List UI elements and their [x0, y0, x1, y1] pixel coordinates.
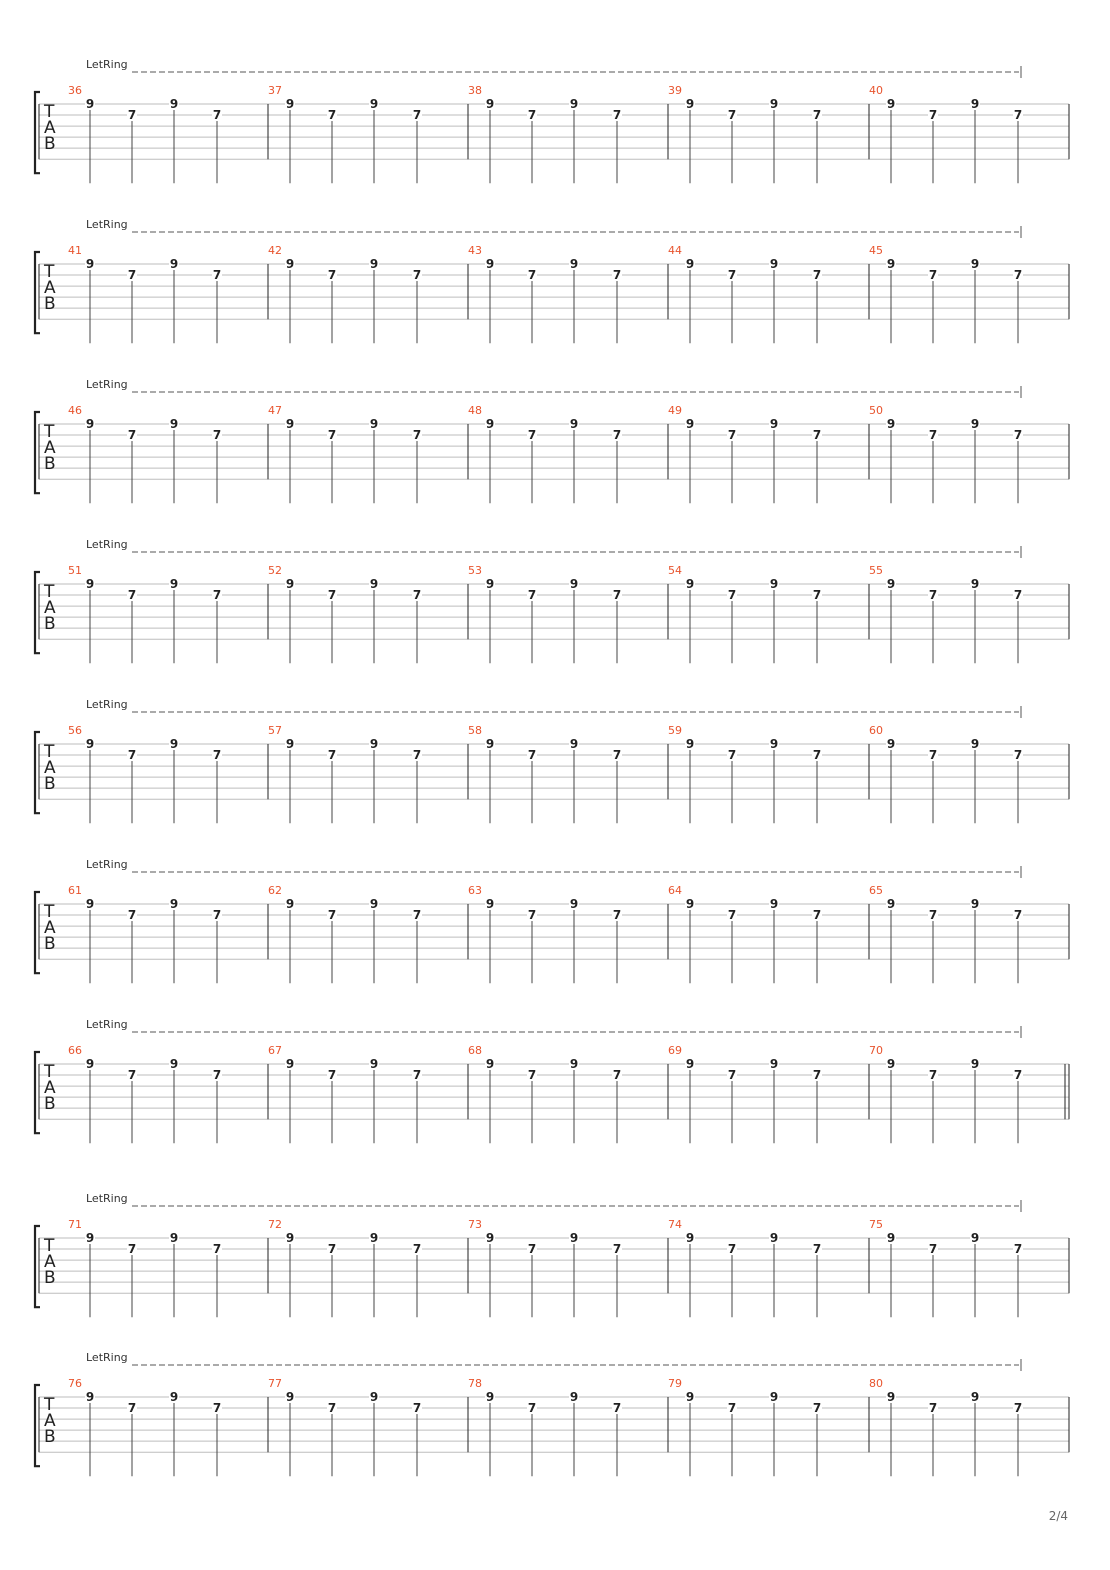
fret-number: 7: [127, 1242, 137, 1257]
measure-number: 51: [68, 564, 82, 577]
measure-number: 70: [869, 1044, 883, 1057]
fret-number: 7: [412, 1242, 422, 1257]
fret-number: 7: [212, 748, 222, 763]
fret-number: 7: [1013, 1068, 1023, 1083]
fret-number: 9: [485, 1231, 495, 1245]
letring-label: LetRing: [86, 698, 128, 711]
fret-number: 7: [412, 1401, 422, 1416]
fret-number: 9: [769, 1231, 779, 1245]
fret-number: 9: [169, 1057, 179, 1071]
tab-clef-letter: T: [44, 102, 55, 122]
fret-number: 9: [886, 897, 896, 911]
tab-clef-letter: B: [44, 454, 56, 474]
fret-number: 7: [127, 1401, 137, 1416]
fret-number: 7: [928, 268, 938, 283]
fret-number: 9: [369, 737, 379, 751]
fret-number: 7: [412, 1068, 422, 1083]
letring-label: LetRing: [86, 378, 128, 391]
tab-clef-letter: A: [44, 118, 56, 138]
measure-number: 45: [869, 244, 883, 257]
fret-number: 9: [285, 257, 295, 271]
measure-number: 53: [468, 564, 482, 577]
fret-number: 9: [886, 577, 896, 591]
measure-number: 56: [68, 724, 82, 737]
fret-number: 9: [85, 97, 95, 111]
tab-clef-letter: T: [44, 742, 55, 762]
fret-number: 7: [812, 428, 822, 443]
tab-clef-letter: B: [44, 1094, 56, 1114]
fret-number: 7: [327, 268, 337, 283]
measure-number: 41: [68, 244, 82, 257]
measure-number: 57: [268, 724, 282, 737]
letring-label: LetRing: [86, 1351, 128, 1364]
fret-number: 9: [769, 97, 779, 111]
measure-number: 44: [668, 244, 682, 257]
fret-number: 9: [685, 737, 695, 751]
fret-number: 9: [769, 1057, 779, 1071]
tab-clef-letter: A: [44, 758, 56, 778]
tab-clef-letter: T: [44, 1236, 55, 1256]
measure-number: 74: [668, 1218, 682, 1231]
fret-number: 9: [685, 257, 695, 271]
measure-number: 43: [468, 244, 482, 257]
measure-number: 68: [468, 1044, 482, 1057]
tab-clef-letter: T: [44, 422, 55, 442]
fret-number: 9: [569, 97, 579, 111]
fret-number: 9: [285, 1390, 295, 1404]
tab-clef-letter: B: [44, 934, 56, 954]
fret-number: 7: [527, 1401, 537, 1416]
measure-number: 61: [68, 884, 82, 897]
fret-number: 7: [812, 1242, 822, 1257]
fret-number: 9: [569, 897, 579, 911]
fret-number: 7: [727, 1401, 737, 1416]
fret-number: 7: [412, 108, 422, 123]
fret-number: 9: [169, 257, 179, 271]
fret-number: 7: [127, 588, 137, 603]
fret-number: 7: [212, 268, 222, 283]
fret-number: 7: [1013, 108, 1023, 123]
fret-number: 9: [970, 1231, 980, 1245]
measure-number: 73: [468, 1218, 482, 1231]
fret-number: 7: [928, 908, 938, 923]
fret-number: 7: [527, 588, 537, 603]
fret-number: 9: [685, 897, 695, 911]
tab-clef-letter: B: [44, 134, 56, 154]
fret-number: 7: [727, 1068, 737, 1083]
fret-number: 9: [485, 1390, 495, 1404]
measure-number: 50: [869, 404, 883, 417]
fret-number: 7: [327, 108, 337, 123]
measure-number: 75: [869, 1218, 883, 1231]
fret-number: 7: [412, 268, 422, 283]
tab-clef-letter: A: [44, 1078, 56, 1098]
fret-number: 9: [886, 417, 896, 431]
measure-number: 47: [268, 404, 282, 417]
fret-number: 9: [285, 737, 295, 751]
tab-clef-letter: B: [44, 294, 56, 314]
fret-number: 7: [1013, 1242, 1023, 1257]
fret-number: 9: [569, 417, 579, 431]
fret-number: 7: [127, 428, 137, 443]
fret-number: 9: [169, 97, 179, 111]
fret-number: 7: [212, 908, 222, 923]
measure-number: 71: [68, 1218, 82, 1231]
measure-number: 78: [468, 1377, 482, 1390]
fret-number: 7: [212, 1068, 222, 1083]
fret-number: 7: [212, 428, 222, 443]
letring-label: LetRing: [86, 58, 128, 71]
fret-number: 7: [127, 748, 137, 763]
fret-number: 9: [685, 417, 695, 431]
fret-number: 7: [212, 108, 222, 123]
measure-number: 37: [268, 84, 282, 97]
fret-number: 9: [485, 897, 495, 911]
fret-number: 9: [886, 737, 896, 751]
fret-number: 7: [812, 1068, 822, 1083]
fret-number: 7: [612, 588, 622, 603]
fret-number: 7: [612, 1242, 622, 1257]
fret-number: 7: [812, 908, 822, 923]
measure-number: 42: [268, 244, 282, 257]
fret-number: 9: [886, 1390, 896, 1404]
tab-clef-letter: T: [44, 582, 55, 602]
fret-number: 9: [970, 97, 980, 111]
fret-number: 9: [970, 1390, 980, 1404]
fret-number: 9: [369, 97, 379, 111]
fret-number: 9: [970, 577, 980, 591]
fret-number: 9: [485, 97, 495, 111]
fret-number: 7: [612, 268, 622, 283]
fret-number: 7: [928, 748, 938, 763]
fret-number: 9: [970, 417, 980, 431]
tab-clef-letter: B: [44, 1268, 56, 1288]
fret-number: 9: [285, 97, 295, 111]
fret-number: 9: [369, 1231, 379, 1245]
fret-number: 7: [1013, 268, 1023, 283]
fret-number: 7: [1013, 748, 1023, 763]
fret-number: 7: [527, 108, 537, 123]
measure-number: 52: [268, 564, 282, 577]
fret-number: 7: [212, 588, 222, 603]
fret-number: 7: [928, 1242, 938, 1257]
fret-number: 7: [1013, 1401, 1023, 1416]
fret-number: 9: [485, 417, 495, 431]
fret-number: 7: [1013, 588, 1023, 603]
page-number: 2/4: [1048, 1509, 1068, 1523]
fret-number: 7: [812, 588, 822, 603]
fret-number: 9: [685, 1231, 695, 1245]
fret-number: 7: [727, 108, 737, 123]
fret-number: 7: [327, 908, 337, 923]
measure-number: 65: [869, 884, 883, 897]
fret-number: 7: [812, 108, 822, 123]
fret-number: 7: [612, 908, 622, 923]
measure-number: 48: [468, 404, 482, 417]
measure-number: 59: [668, 724, 682, 737]
fret-number: 9: [169, 1231, 179, 1245]
fret-number: 9: [685, 577, 695, 591]
fret-number: 9: [569, 1231, 579, 1245]
fret-number: 7: [928, 428, 938, 443]
fret-number: 9: [85, 1231, 95, 1245]
fret-number: 9: [769, 417, 779, 431]
tab-clef-letter: T: [44, 1395, 55, 1415]
fret-number: 7: [527, 1242, 537, 1257]
fret-number: 7: [527, 908, 537, 923]
fret-number: 7: [727, 588, 737, 603]
tab-clef-letter: A: [44, 918, 56, 938]
tab-clef-letter: B: [44, 1427, 56, 1447]
fret-number: 9: [886, 1057, 896, 1071]
fret-number: 9: [685, 97, 695, 111]
tab-clef-letter: A: [44, 438, 56, 458]
fret-number: 9: [886, 97, 896, 111]
fret-number: 7: [527, 748, 537, 763]
fret-number: 9: [85, 737, 95, 751]
fret-number: 7: [527, 1068, 537, 1083]
fret-number: 7: [612, 1068, 622, 1083]
fret-number: 7: [327, 748, 337, 763]
fret-number: 9: [769, 897, 779, 911]
fret-number: 9: [569, 1057, 579, 1071]
fret-number: 9: [85, 417, 95, 431]
fret-number: 7: [412, 908, 422, 923]
fret-number: 9: [569, 737, 579, 751]
fret-number: 9: [685, 1057, 695, 1071]
measure-number: 55: [869, 564, 883, 577]
tab-clef-letter: A: [44, 598, 56, 618]
fret-number: 9: [485, 257, 495, 271]
fret-number: 9: [569, 1390, 579, 1404]
tab-clef-letter: B: [44, 774, 56, 794]
fret-number: 9: [485, 737, 495, 751]
measure-number: 64: [668, 884, 682, 897]
fret-number: 7: [727, 908, 737, 923]
fret-number: 7: [727, 1242, 737, 1257]
measure-number: 79: [668, 1377, 682, 1390]
measure-number: 40: [869, 84, 883, 97]
tab-clef-letter: T: [44, 262, 55, 282]
fret-number: 9: [85, 577, 95, 591]
fret-number: 7: [412, 428, 422, 443]
fret-number: 7: [412, 748, 422, 763]
fret-number: 7: [928, 108, 938, 123]
fret-number: 9: [169, 417, 179, 431]
fret-number: 7: [928, 1401, 938, 1416]
tab-clef-letter: A: [44, 1411, 56, 1431]
fret-number: 9: [769, 737, 779, 751]
fret-number: 9: [685, 1390, 695, 1404]
fret-number: 7: [812, 268, 822, 283]
fret-number: 7: [928, 588, 938, 603]
fret-number: 9: [369, 417, 379, 431]
fret-number: 9: [769, 1390, 779, 1404]
fret-number: 9: [285, 1231, 295, 1245]
fret-number: 9: [369, 897, 379, 911]
fret-number: 9: [285, 1057, 295, 1071]
measure-number: 63: [468, 884, 482, 897]
letring-label: LetRing: [86, 858, 128, 871]
fret-number: 7: [612, 748, 622, 763]
fret-number: 9: [485, 577, 495, 591]
fret-number: 9: [886, 257, 896, 271]
fret-number: 9: [485, 1057, 495, 1071]
fret-number: 9: [970, 897, 980, 911]
tab-clef-letter: B: [44, 614, 56, 634]
measure-number: 38: [468, 84, 482, 97]
fret-number: 9: [769, 257, 779, 271]
tab-clef-letter: A: [44, 1252, 56, 1272]
measure-number: 62: [268, 884, 282, 897]
measure-number: 36: [68, 84, 82, 97]
fret-number: 9: [769, 577, 779, 591]
fret-number: 7: [612, 1401, 622, 1416]
measure-number: 58: [468, 724, 482, 737]
fret-number: 9: [369, 577, 379, 591]
fret-number: 9: [285, 417, 295, 431]
fret-number: 9: [369, 1057, 379, 1071]
measure-number: 39: [668, 84, 682, 97]
fret-number: 7: [612, 428, 622, 443]
tab-clef-letter: T: [44, 902, 55, 922]
fret-number: 9: [285, 577, 295, 591]
fret-number: 9: [85, 1390, 95, 1404]
fret-number: 7: [1013, 908, 1023, 923]
fret-number: 7: [527, 268, 537, 283]
fret-number: 9: [569, 577, 579, 591]
fret-number: 7: [727, 268, 737, 283]
fret-number: 7: [812, 1401, 822, 1416]
fret-number: 7: [212, 1242, 222, 1257]
fret-number: 9: [285, 897, 295, 911]
fret-number: 9: [169, 737, 179, 751]
fret-number: 9: [970, 737, 980, 751]
measure-number: 77: [268, 1377, 282, 1390]
letring-label: LetRing: [86, 538, 128, 551]
fret-number: 9: [85, 257, 95, 271]
fret-number: 9: [85, 1057, 95, 1071]
measure-number: 72: [268, 1218, 282, 1231]
fret-number: 9: [369, 1390, 379, 1404]
fret-number: 9: [569, 257, 579, 271]
fret-number: 7: [327, 1242, 337, 1257]
fret-number: 9: [970, 1057, 980, 1071]
measure-number: 46: [68, 404, 82, 417]
fret-number: 7: [412, 588, 422, 603]
letring-label: LetRing: [86, 218, 128, 231]
fret-number: 7: [928, 1068, 938, 1083]
measure-number: 80: [869, 1377, 883, 1390]
fret-number: 9: [169, 897, 179, 911]
fret-number: 7: [327, 428, 337, 443]
fret-number: 7: [127, 268, 137, 283]
fret-number: 9: [970, 257, 980, 271]
fret-number: 7: [212, 1401, 222, 1416]
letring-label: LetRing: [86, 1018, 128, 1031]
measure-number: 49: [668, 404, 682, 417]
fret-number: 7: [127, 108, 137, 123]
tab-clef-letter: A: [44, 278, 56, 298]
fret-number: 9: [85, 897, 95, 911]
fret-number: 9: [886, 1231, 896, 1245]
fret-number: 7: [812, 748, 822, 763]
letring-label: LetRing: [86, 1192, 128, 1205]
fret-number: 7: [727, 428, 737, 443]
fret-number: 7: [127, 908, 137, 923]
measure-number: 76: [68, 1377, 82, 1390]
fret-number: 7: [1013, 428, 1023, 443]
fret-number: 7: [327, 1068, 337, 1083]
fret-number: 7: [612, 108, 622, 123]
fret-number: 7: [327, 1401, 337, 1416]
fret-number: 7: [527, 428, 537, 443]
tab-clef-letter: T: [44, 1062, 55, 1082]
fret-number: 7: [327, 588, 337, 603]
measure-number: 60: [869, 724, 883, 737]
fret-number: 9: [169, 1390, 179, 1404]
fret-number: 7: [727, 748, 737, 763]
fret-number: 9: [369, 257, 379, 271]
measure-number: 67: [268, 1044, 282, 1057]
fret-number: 9: [169, 577, 179, 591]
measure-number: 54: [668, 564, 682, 577]
fret-number: 7: [127, 1068, 137, 1083]
measure-number: 66: [68, 1044, 82, 1057]
measure-number: 69: [668, 1044, 682, 1057]
